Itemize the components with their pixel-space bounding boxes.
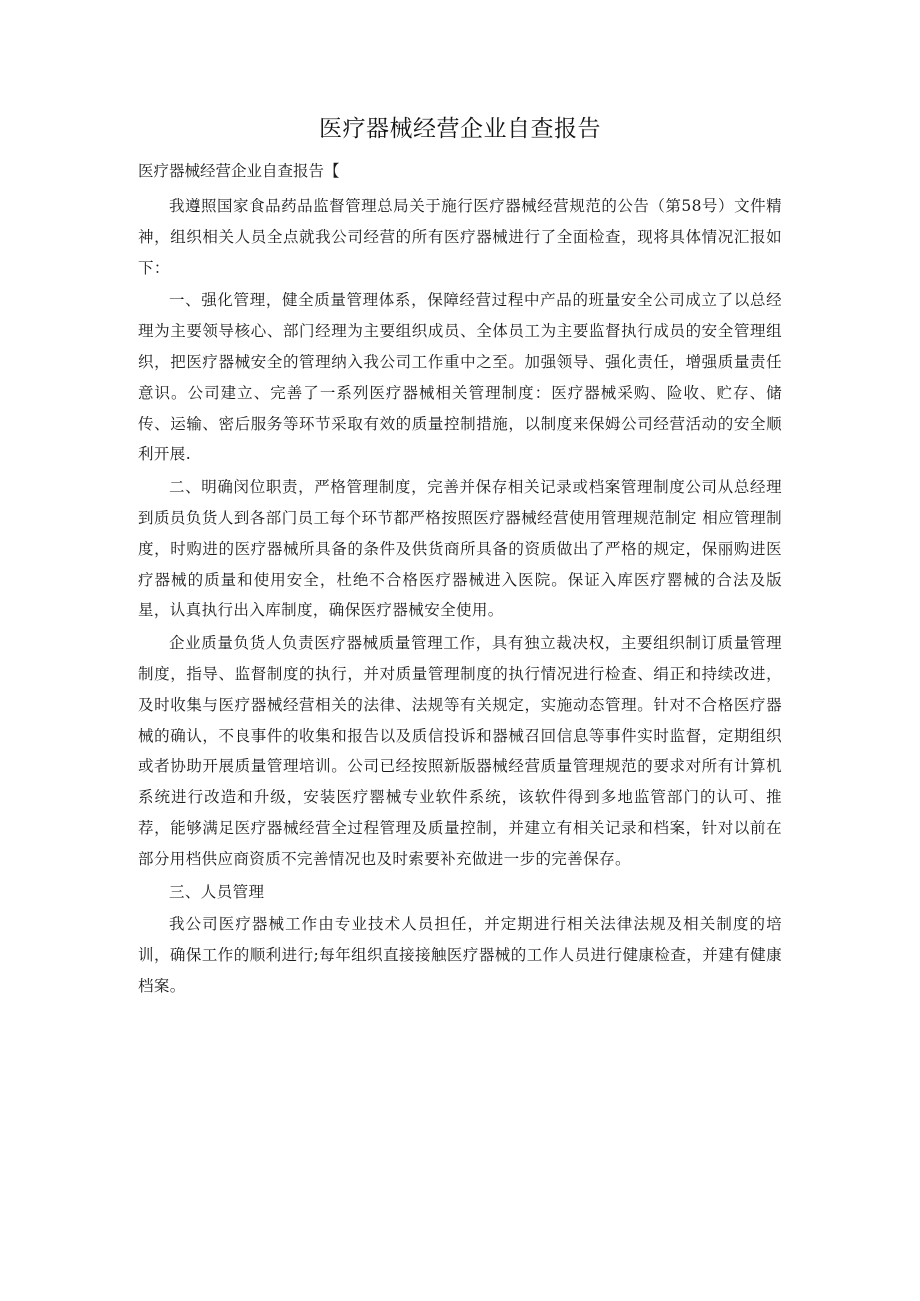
paragraph-quality-manager: 企业质量负货人负责医疗器械质量管理工作，具有独立裁决权，主要组织制订质量管理制度，指导、监督制度的执行，并对质量管理制度的执行情况进行检查、绢正和持续改进，及时收集与医疗器械经营相关的法律、法规等有关规定，实施动态管理。针对不合格医疗器械的确认，不良事件的收集和报告以及质信投诉和器械召回信息等事件实时监督，定期组织或者协助开展质量管理培训。公司已经按照新版器械经营质量管理规范的要求对所有计算机系统进行改造和升级，安装医疗罂械专业软件系统，该软件得到多地监管部门的认可、推荐，能够满足医疗器械经营全过程管理及质量控制，并建立有相关记录和档案，针对以前在部分用档供应商资质不完善情况也及时索要补充做进一步的完善保存。	[138, 634, 782, 868]
heading-section-3: 三、人员管理	[169, 882, 265, 901]
paragraph-section-1: 一、强化管理，健全质量管理体系，保障经营过程中产品的班量安全公司成立了以总经理为主要领导核心、部门经理为主要组织成员、全体员工为主要监督执行成员的安全管理组织，把医疗器械安全的管理纳入我公司工作重中之至。加强领导、强化责任，增强质量责任意识。公司建立、完善了一系列医疗器械相关管理制度：医疗器械采购、险收、贮存、储传、运输、密后服务等环节采取有效的质量控制措施，以制度来保姆公司经营活动的安全顺利开展.	[138, 291, 782, 464]
paragraph-section-2: 二、明确闵位职责，严格管理制度，完善并保存相关记录或档案管理制度公司从总经理到质员负货人到各部门员工每个环节都严格按照医疗器械经营使用管理规范制定 相应管理制度，时购进的医疗器械所具备的条件及供货商所具备的资质做出了严格的规定，保丽购进医疗器械的质量和使用安全，杜绝不合格医疗器械进入医院。保证入库医疗罂械的合法及版星，认真执行出入库制度，确保医疗器械安全使用。	[138, 478, 782, 620]
paragraph-personnel: 我公司医疗器械工作由专业技术人员担任，并定期进行相关法律法规及相关制度的培训，确保工作的顺利进行;每年组织直接接触医疗器械的工作人员进行健康检查，并建有健康档案。	[138, 915, 782, 995]
document-subtitle: 医疗器械经营企业自查报告【	[138, 162, 340, 180]
document-title: 医疗器械经营企业自查报告	[319, 116, 601, 142]
document-body	[138, 191, 782, 1004]
paragraph-intro: 我遵照国家食品药品监督管理总局关于施行医疗器械经营规范的公告（第58号）文件精神，组织相关人员全点就我公司经营的所有医疗器械进行了全面检查，现将具体情况汇报如下：	[138, 197, 782, 277]
